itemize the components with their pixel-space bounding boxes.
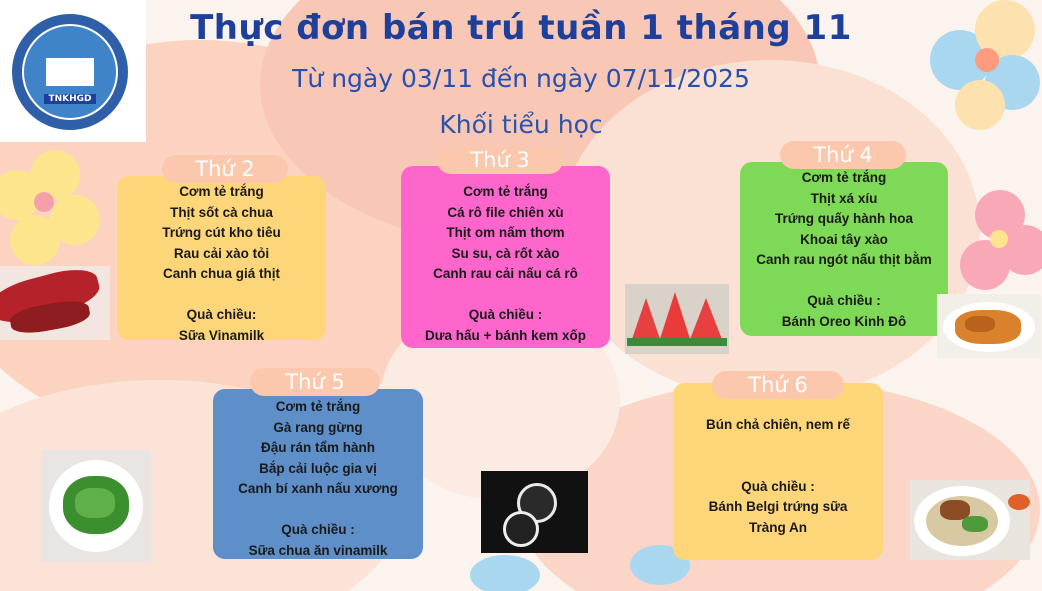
menu-item: Khoai tây xào [800, 231, 888, 247]
menu-item: Cơm tẻ trắng [463, 184, 548, 199]
snack-label: Quà chiều : [741, 478, 815, 494]
leaf-icon [470, 555, 540, 591]
menu-item: Canh bí xanh nấu xương [238, 481, 398, 496]
photo-roast-pork [0, 266, 110, 340]
menu-item [740, 271, 948, 292]
photo-oreo [481, 471, 588, 553]
snack-item: Bánh Oreo Kinh Đô [781, 313, 907, 329]
photo-stir-fried-greens [41, 450, 151, 562]
menu-item: Canh rau cải nấu cá rô [433, 266, 578, 281]
photo-watermelon [625, 284, 729, 354]
menu-item: Bắp cải luộc gia vị [259, 460, 377, 476]
menu-item [117, 285, 326, 306]
day-tab-thu-2: Thứ 2 [162, 155, 288, 183]
menu-item [401, 285, 610, 306]
logo-abbr: TNKHGD [44, 94, 96, 104]
menu-item: Cơm tẻ trắng [801, 170, 887, 185]
day-tab-thu-5: Thứ 5 [250, 368, 380, 396]
menu-card-thu-2 [117, 176, 326, 343]
menu-item: Trứng cút kho tiêu [162, 225, 281, 240]
menu-item: Cá rô file chiên xù [447, 204, 564, 220]
menu-item: Su su, cà rốt xào [451, 245, 560, 261]
menu-item: Đậu rán tẩm hành [260, 440, 376, 455]
photo-fried-food [937, 294, 1041, 358]
snack-label: Quà chiều : [468, 307, 543, 322]
menu-item: Thịt sốt cà chua [170, 204, 273, 220]
page-title: Thực đơn bán trú tuần 1 tháng 11 [190, 8, 852, 48]
menu-item: Cơm tẻ trắng [179, 184, 264, 199]
menu-item: Rau cải xào tỏi [173, 245, 270, 261]
menu-card-thu-3 [401, 166, 610, 348]
menu-item: Thịt om nấm thơm [446, 225, 565, 240]
day-tab-thu-3: Thứ 3 [437, 146, 563, 174]
date-range: Từ ngày 03/11 đến ngày 07/11/2025 [292, 64, 750, 93]
menu-item: Gà rang gừng [273, 419, 363, 435]
photo-bun-cha [910, 480, 1030, 560]
menu-item: Bún chả chiên, nem rế [705, 417, 851, 432]
snack-item: Sữa Vinamilk [178, 327, 265, 343]
menu-item: Thịt xá xíu [810, 190, 878, 206]
menu-item: Trứng quấy hành hoa [774, 211, 914, 226]
menu-item [673, 436, 883, 457]
snack-label: Quà chiều : [807, 293, 881, 308]
menu-card-thu-5 [213, 389, 423, 559]
snack-item: Tràng An [748, 519, 807, 535]
menu-item: Cơm tẻ trắng [275, 399, 361, 414]
snack-item: Dưa hấu + bánh kem xốp [425, 327, 586, 343]
menu-item [213, 500, 423, 521]
snack-label: Quà chiều: [186, 307, 257, 322]
menu-item: Canh rau ngót nấu thịt bằm [756, 252, 932, 267]
day-tab-thu-4: Thứ 4 [780, 141, 906, 169]
menu-card-thu-4 [740, 162, 948, 336]
snack-item: Sữa chua ăn vinamilk [248, 542, 388, 558]
menu-item [673, 456, 883, 477]
grade-level: Khối tiểu học [439, 110, 603, 139]
menu-card-thu-6 [673, 383, 883, 560]
snack-label: Quà chiều : [281, 522, 355, 537]
menu-item: Canh chua giá thịt [162, 266, 280, 281]
day-tab-thu-6: Thứ 6 [712, 371, 844, 399]
snack-item: Bánh Belgi trứng sữa [708, 499, 848, 514]
